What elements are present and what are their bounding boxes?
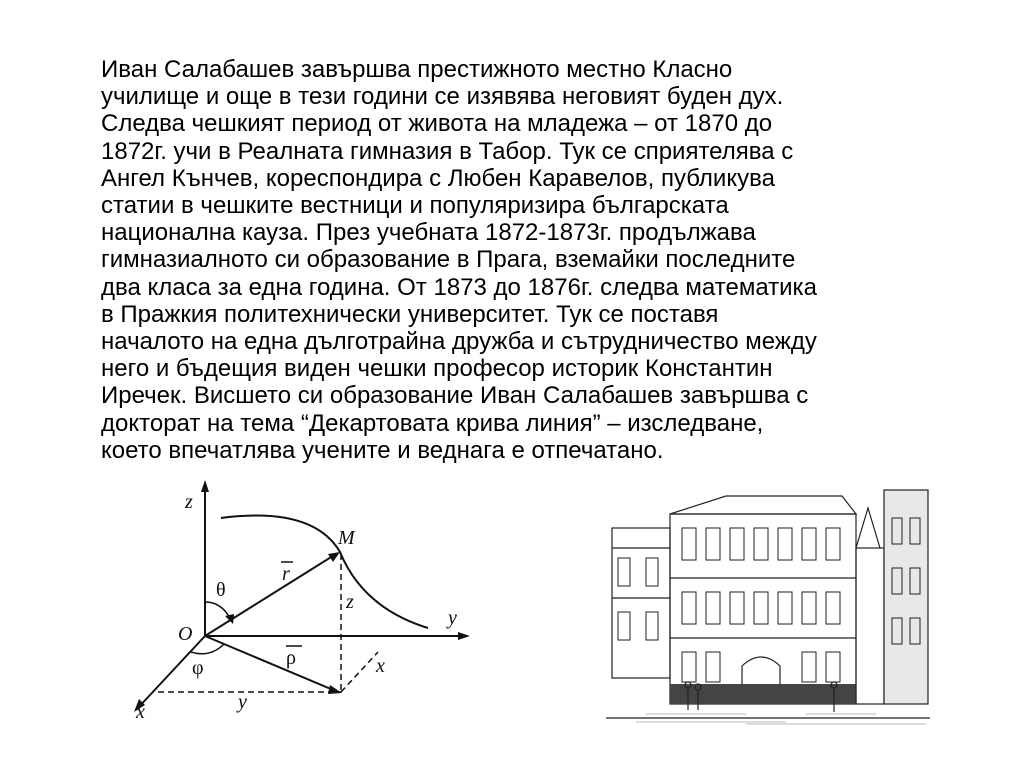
z-axis-arrowhead — [201, 480, 209, 492]
y-coord-label: y — [238, 691, 247, 713]
body-paragraph — [101, 56, 961, 464]
text-line: национална кауза. През учебната 1872-1873г. продължава — [101, 219, 756, 247]
windows — [618, 528, 840, 682]
text-line: Иван Салабашев завършва престижното местно Класно — [101, 56, 733, 83]
tower — [856, 548, 884, 704]
text-line: училище и още в тези години се изявява неговият буден дух. — [101, 83, 784, 111]
text-line: статии в чешките вестници и популяризира българската — [101, 192, 729, 220]
phi-label: φ — [192, 657, 204, 679]
z-height-label: z — [346, 591, 354, 613]
pavement-hatching — [636, 714, 926, 724]
r-label: r — [282, 563, 290, 585]
text-line: началото на една дълготрайна дружба и сътрудничество между — [101, 328, 817, 356]
left-wing — [612, 528, 670, 678]
z-axis-label: z — [185, 491, 193, 513]
text-line: Следва чешкият период от живота на младежа – от 1870 до — [101, 110, 773, 138]
building-engraving — [606, 488, 930, 728]
y-axis-arrowhead — [458, 632, 470, 640]
text-line: два класа за една година. От 1873 до 1876г. следва математика — [101, 273, 817, 301]
text-line: гимназиалното си образование в Прага, вземайки последните — [101, 246, 796, 274]
right-building — [884, 490, 928, 704]
coordinate-diagram — [128, 478, 478, 718]
y-axis-label: y — [448, 607, 457, 629]
x-projection-line — [341, 652, 378, 692]
theta-label: θ — [216, 579, 226, 601]
main-facade — [670, 514, 856, 704]
text-line: което впечатлява учените и веднага е отпечатано. — [101, 436, 664, 464]
x-coord-label: x — [376, 655, 385, 677]
text-line: докторат на тема “Декартовата крива линия” – изследване, — [101, 409, 764, 437]
text-line: в Пражкия политехнически университет. Тук се поставя — [101, 300, 719, 328]
point-m-label: M — [338, 527, 355, 549]
text-line: 1872г. учи в Реалната гимназия в Табор. Тук се сприятелява с — [101, 137, 794, 165]
rho-vector — [205, 636, 338, 692]
text-line: Ангел Кънчев, кореспондира с Любен Каравелов, публикува — [101, 164, 775, 192]
rho-label: ρ — [286, 647, 296, 669]
curve — [221, 516, 428, 628]
text-line: него и бъдещия виден чешки професор историк Константин — [101, 355, 773, 383]
x-axis-label: x — [136, 701, 145, 718]
text-line: Иречек. Висшето си образование Иван Салабашев завършва с — [101, 382, 809, 410]
origin-label: O — [178, 623, 193, 645]
main-roof — [670, 496, 856, 514]
tower-spire — [856, 508, 880, 548]
